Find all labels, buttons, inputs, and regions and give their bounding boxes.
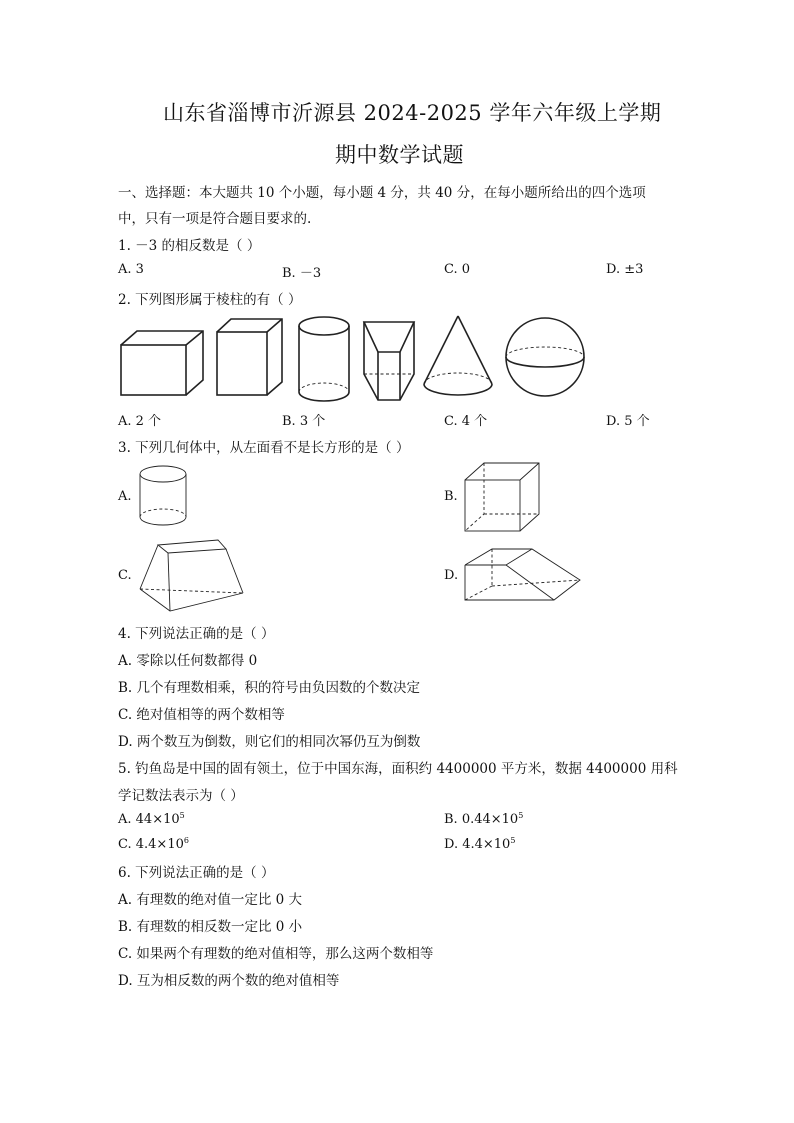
q4-option-d: D. 两个数互为倒数，则它们的相同次幂仍互为倒数 [118,734,421,750]
question-6-stem: 6. 下列说法正确的是（ ） [118,865,275,881]
q1-option-c: C. 0 [444,262,471,277]
q2-option-c: C. 4 个 [444,414,488,429]
q4-option-c: C. 绝对值相等的两个数相等 [118,707,285,723]
q6-option-a: A. 有理数的绝对值一定比 0 大 [118,892,303,908]
q6-option-d: D. 互为相反数的两个数的绝对值相等 [118,973,340,989]
section-heading-cont: 中，只有一项是符合题目要求的. [118,211,312,227]
q3-option-c-label: C. [118,568,132,583]
q1-option-d: D. ±3 [606,262,644,277]
question-2-stem: 2. 下列图形属于棱柱的有（ ） [118,292,302,308]
q2-option-b: B. 3 个 [282,414,326,429]
q5-option-a: A. $44\times 10^5$ [118,811,185,827]
q4-option-a: A. 零除以任何数都得 0 [118,653,258,669]
question-5-stem-cont: 学记数法表示为（ ） [118,788,244,804]
question-1-stem: 1. －3 的相反数是（ ） [118,238,261,254]
q5-option-b: B. $0.44\times 10^5$ [444,811,524,827]
q6-option-c: C. 如果两个有理数的绝对值相等，那么这两个数相等 [118,946,434,962]
q2-option-a: A. 2 个 [118,414,162,429]
q2-option-d: D. 5 个 [606,414,650,429]
cylinder-icon [140,466,186,525]
q4-option-b: B. 几个有理数相乘，积的符号由负因数的个数决定 [118,680,421,696]
triangular-prism-icon [465,549,580,600]
q5-option-c: C. $4.4\times 10^6$ [118,836,189,852]
question-4-stem: 4. 下列说法正确的是（ ） [118,626,275,642]
q1-option-b: B. －3 [282,266,322,281]
q6-option-b: B. 有理数的相反数一定比 0 小 [118,919,303,935]
frustum-icon [140,540,243,611]
q5-option-d: D. $4.4\times 10^5$ [444,836,516,852]
cube-icon [465,463,539,531]
question-3-stem: 3. 下列几何体中，从左面看不是长方形的是（ ） [118,440,410,456]
question-5-stem: 5. 钓鱼岛是中国的固有领土，位于中国东海，面积约 4400000 平方米，数据 4400000 用科 [118,761,678,777]
q3-option-b-label: B. [444,489,458,504]
page-subtitle: 期中数学试题 [335,143,464,167]
q1-option-a: A. 3 [118,262,144,277]
page-title: 山东省淄博市沂源县 2024-2025 学年六年级上学期 [163,101,662,125]
q3-option-d-label: D. [444,568,459,583]
q3-option-a-label: A. [118,489,132,504]
section-heading: 一、选择题：本大题共 10 个小题，每小题 4 分，共 40 分，在每小题所给出的四个选项 [118,185,646,201]
